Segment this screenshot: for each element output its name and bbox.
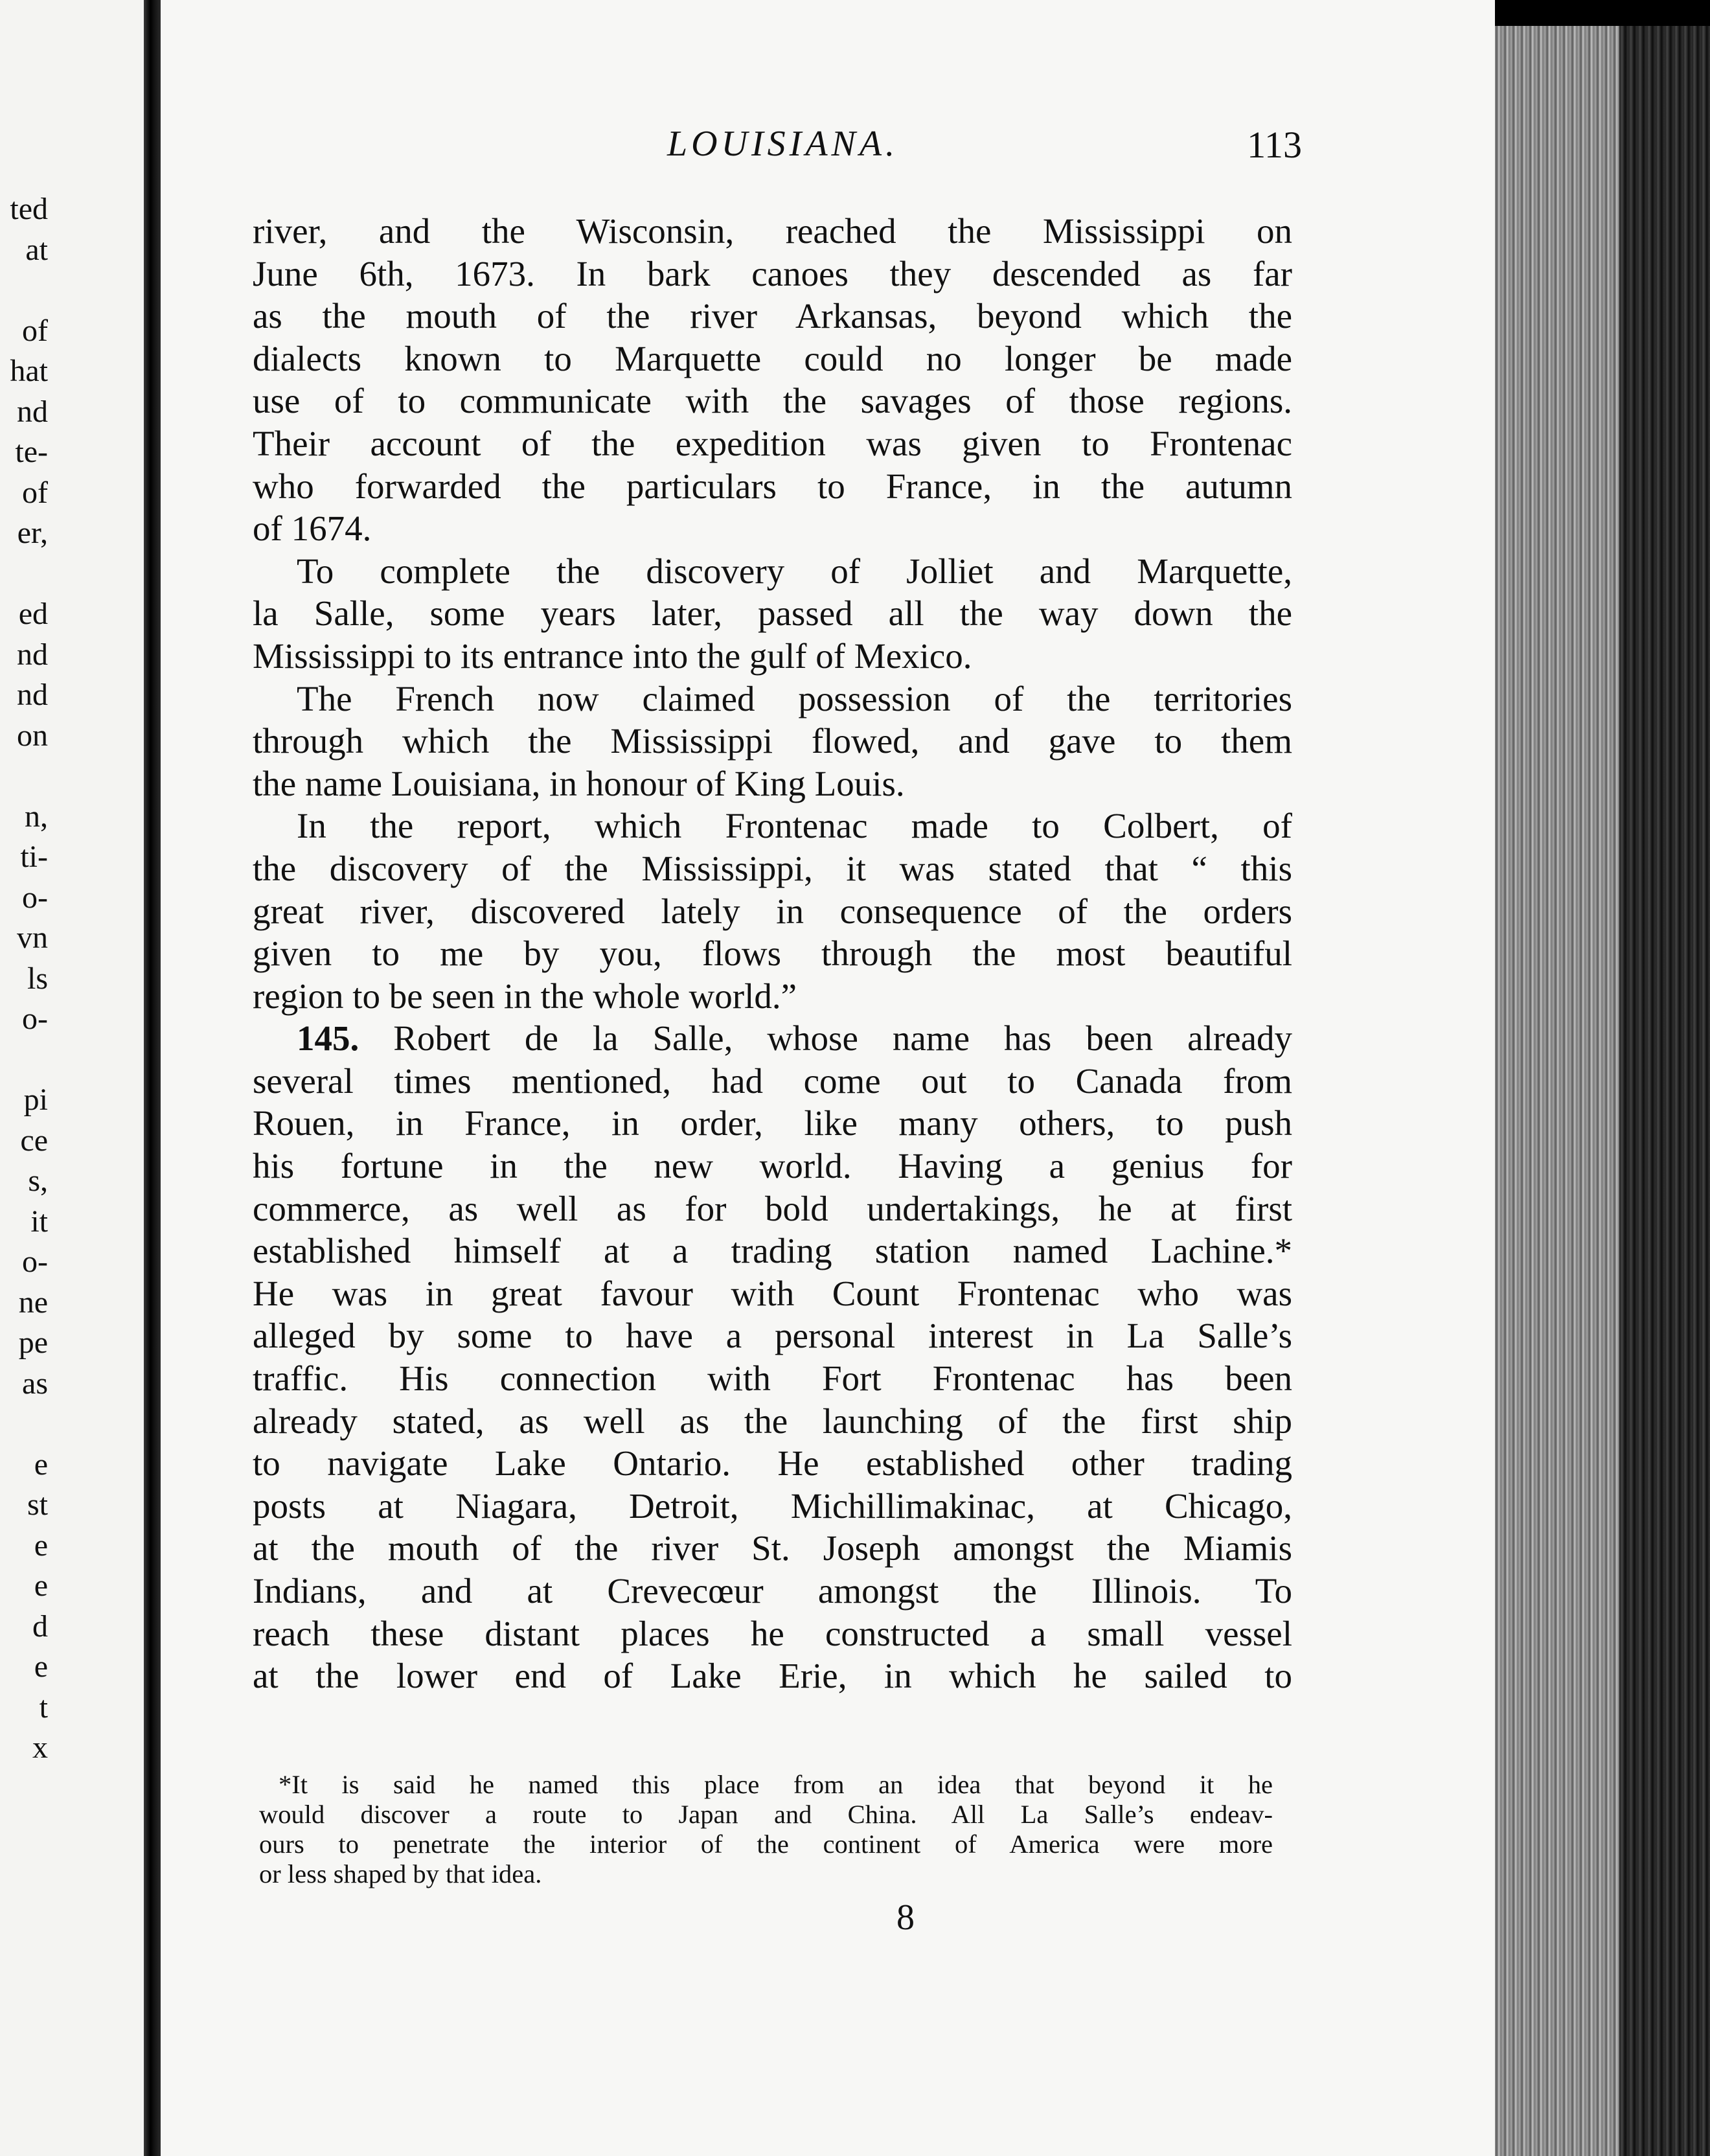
left-margin-line: t	[39, 1690, 48, 1725]
text-line: established himself at a trading station named Lachine.*	[253, 1231, 1292, 1271]
footnote	[259, 1770, 1273, 1889]
left-margin-text	[0, 189, 144, 1769]
left-margin-line: it	[30, 1204, 48, 1239]
left-margin-line: o-	[22, 880, 48, 915]
text-line: to navigate Lake Ontario. He established other trading	[253, 1443, 1292, 1484]
left-margin-line: d	[32, 1609, 48, 1644]
left-margin-line: e	[34, 1649, 48, 1684]
left-margin-line: er,	[17, 516, 48, 550]
footnote-line: or less shaped by that idea.	[259, 1859, 542, 1888]
section-first-line	[253, 1017, 1292, 1060]
left-margin-line: o-	[22, 1002, 48, 1036]
left-margin-line: nd	[17, 678, 48, 712]
text-line: given to me by you, flows through the most beautiful	[253, 934, 1292, 974]
left-margin-line: of	[22, 313, 48, 348]
text-line: river, and the Wisconsin, reached the Mississippi on	[253, 211, 1292, 251]
footnote-line: ours to penetrate the interior of the continent of America were more	[259, 1829, 1273, 1859]
text-line: posts at Niagara, Detroit, Michillimakinac, at Chicago,	[253, 1485, 1292, 1526]
left-margin-line: ti-	[20, 840, 48, 874]
left-margin-line: e	[34, 1528, 48, 1563]
left-margin-line	[0, 1040, 144, 1081]
left-margin-line: hat	[10, 354, 48, 388]
text-line: the discovery of the Mississippi, it was stated that “ this	[253, 848, 1292, 888]
text-line: Robert de la Salle, whose name has been already	[393, 1018, 1292, 1059]
text-line: June 6th, 1673. In bark canoes they descended as far	[253, 253, 1292, 293]
text-line: Indians, and at Crevecœur amongst the Illinois. To	[253, 1571, 1292, 1611]
footnote-line: *It is said he named this place from an idea that beyond it he	[279, 1770, 1273, 1799]
left-margin-line: pe	[18, 1325, 48, 1360]
text-line: The French now claimed possession of the territories	[297, 678, 1292, 718]
footnote-line: would discover a route to Japan and China. All La Salle’s endeav-	[259, 1800, 1273, 1829]
left-margin-line: st	[27, 1487, 48, 1522]
left-margin-line	[0, 270, 144, 311]
left-margin-line: at	[25, 232, 48, 267]
text-line: as the mouth of the river Arkansas, beyond which the	[253, 296, 1292, 336]
left-margin-line: as	[22, 1366, 48, 1401]
section-number: 145.	[297, 1018, 359, 1059]
left-margin-line: x	[32, 1730, 48, 1765]
text-line: traffic. His connection with Fort Frontenac has been	[253, 1359, 1292, 1399]
text-line: commerce, as well as for bold undertakings, he at first	[253, 1188, 1292, 1228]
text-line: of 1674.	[253, 509, 372, 549]
left-margin-line: n,	[25, 799, 48, 834]
left-margin-line: ne	[18, 1285, 48, 1320]
running-title: LOUISIANA.	[667, 124, 899, 164]
text-line: Mississippi to its entrance into the gulf of Mexico.	[253, 636, 972, 676]
text-line: already stated, as well as the launching of the first ship	[253, 1401, 1292, 1441]
text-line: several times mentioned, had come out to Canada from	[253, 1061, 1292, 1101]
left-margin-line: e	[34, 1447, 48, 1482]
left-margin-line: nd	[17, 394, 48, 429]
left-margin-line: s,	[28, 1164, 48, 1198]
left-margin-line: on	[17, 718, 48, 753]
text-line: Rouen, in France, in order, like many others, to push	[253, 1103, 1292, 1143]
text-line: at the lower end of Lake Erie, in which he sailed to	[253, 1656, 1292, 1696]
text-line: He was in great favour with Count Frontenac who was	[253, 1273, 1292, 1313]
signature-mark: 8	[896, 1898, 915, 1938]
text-line: In the report, which Frontenac made to Colbert, of	[297, 806, 1292, 846]
left-margin-line: e	[34, 1568, 48, 1603]
left-margin-line: ls	[27, 961, 48, 996]
text-line: his fortune in the new world. Having a genius for	[253, 1146, 1292, 1186]
left-margin-line	[0, 554, 144, 595]
left-margin-line: nd	[17, 637, 48, 672]
text-line: great river, discovered lately in consequence of the orders	[253, 891, 1292, 931]
text-line: region to be seen in the whole world.”	[253, 976, 797, 1016]
text-line: use of to communicate with the savages of those regions.	[253, 381, 1292, 421]
page-header	[667, 123, 1302, 175]
left-margin-line: pi	[23, 1083, 48, 1117]
text-line: Their account of the expedition was given to Frontenac	[253, 423, 1292, 463]
text-line: through which the Mississippi flowed, and gave to them	[253, 721, 1292, 761]
text-line: dialects known to Marquette could no longer be made	[253, 338, 1292, 378]
left-margin-line: vn	[17, 921, 48, 955]
text-line: To complete the discovery of Jolliet and Marquette,	[297, 551, 1292, 591]
text-line: alleged by some to have a personal interest in La Salle’s	[253, 1316, 1292, 1356]
text-line: who forwarded the particulars to France, in the autumn	[253, 466, 1292, 506]
left-margin-line: ed	[18, 597, 48, 631]
text-line: the name Louisiana, in honour of King Louis.	[253, 763, 905, 803]
left-margin-line	[0, 1404, 144, 1445]
left-margin-line: ted	[10, 192, 48, 226]
left-page	[0, 0, 144, 2156]
left-margin-line: ce	[20, 1123, 48, 1158]
left-margin-line: te-	[15, 435, 48, 469]
body-text	[253, 210, 1292, 1697]
text-line: la Salle, some years later, passed all the way down the	[253, 593, 1292, 634]
left-margin-line: o-	[22, 1244, 48, 1279]
page-number: 113	[1247, 124, 1302, 166]
text-line: at the mouth of the river St. Joseph amongst the Miamis	[253, 1528, 1292, 1568]
text-line: reach these distant places he constructed a small vessel	[253, 1613, 1292, 1653]
left-margin-line: of	[22, 475, 48, 510]
book-cover-edge	[1619, 26, 1710, 2156]
left-margin-line	[0, 756, 144, 797]
book-gutter	[144, 0, 161, 2156]
